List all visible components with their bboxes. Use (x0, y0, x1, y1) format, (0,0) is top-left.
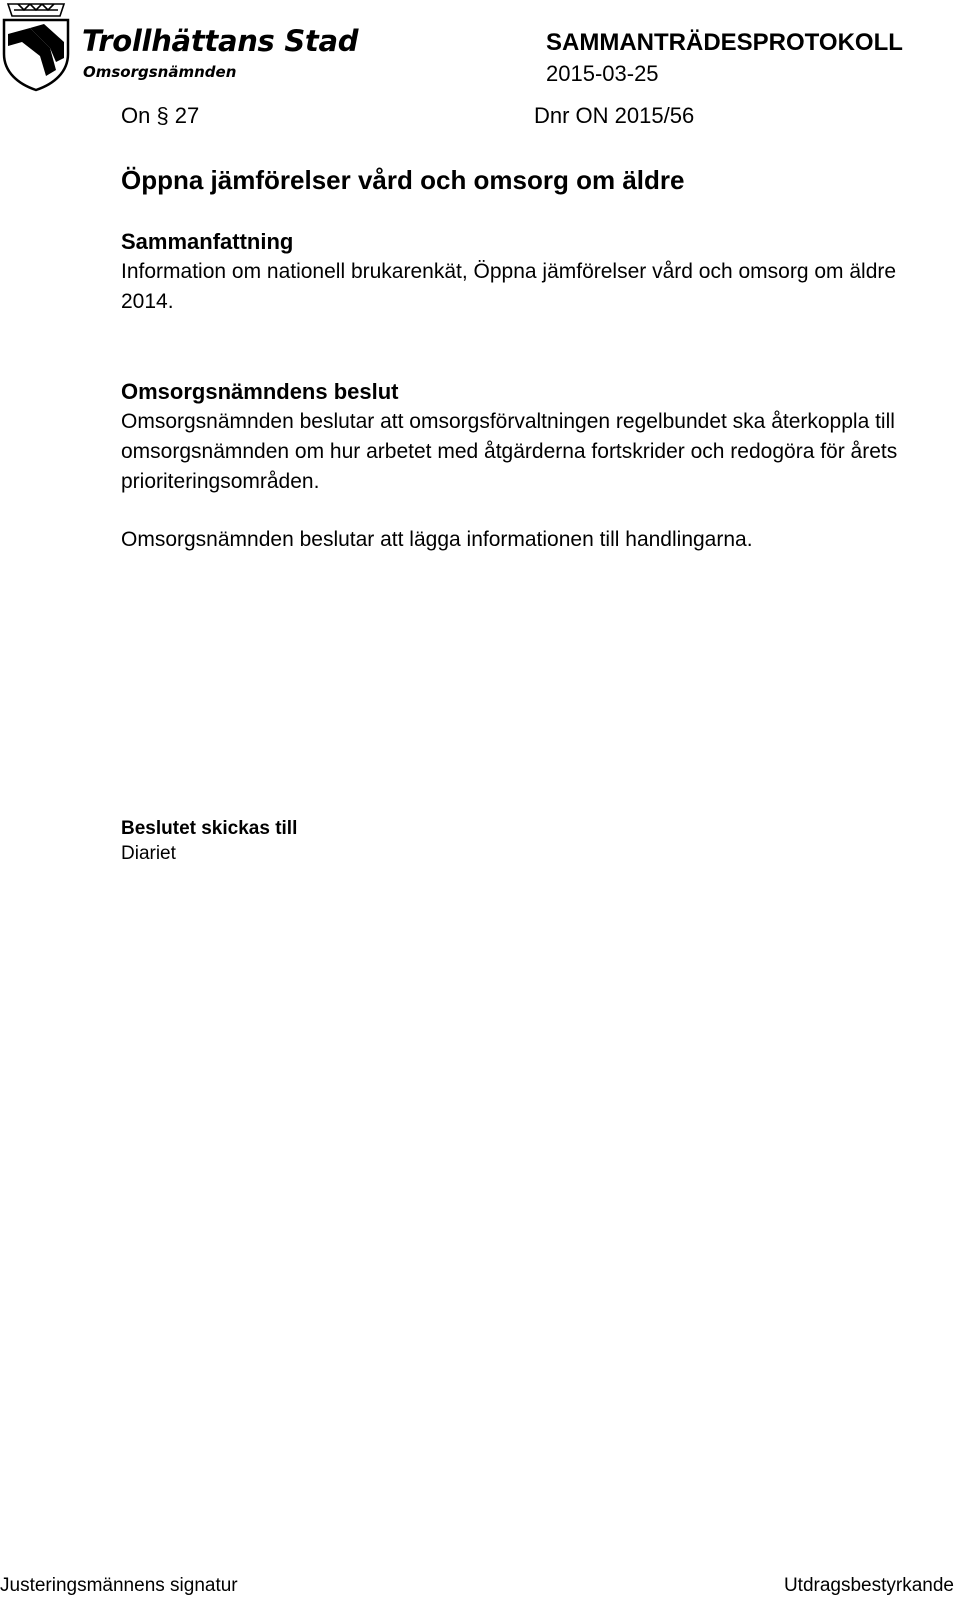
distribution-recipient: Diariet (121, 843, 176, 864)
certification-label: Utdragsbestyrkande (783, 1575, 954, 1596)
municipal-crest-icon (0, 0, 72, 92)
paragraph-number: On § 27 (121, 103, 200, 128)
document-date: 2015-03-25 (546, 61, 659, 86)
committee-name: Omsorgsnämnden (83, 63, 237, 81)
distribution-heading: Beslutet skickas till (121, 818, 298, 839)
decision-heading: Omsorgsnämndens beslut (121, 379, 399, 404)
decision-paragraph-1: Omsorgsnämnden beslutar att omsorgsförvaltningen regelbundet ska återkoppla till omsorgsnämnden om hur arbetet med åtgärderna fortskrider och redogöra för årets prioriteringsområden. (121, 410, 898, 493)
decision-paragraph-2: Omsorgsnämnden beslutar att lägga informationen till handlingarna. (121, 528, 753, 551)
summary-heading: Sammanfattning (121, 229, 294, 254)
signature-label: Justeringsmännens signatur (0, 1575, 238, 1596)
item-title: Öppna jämförelser vård och omsorg om äldre (121, 165, 685, 195)
document-type: SAMMANTRÄDESPROTOKOLL (546, 29, 903, 56)
organization-name: Trollhättans Stad (82, 24, 359, 58)
summary-text: Information om nationell brukarenkät, Öppna jämförelser vård och omsorg om äldre 2014. (121, 260, 897, 313)
case-number: Dnr ON 2015/56 (534, 103, 695, 128)
